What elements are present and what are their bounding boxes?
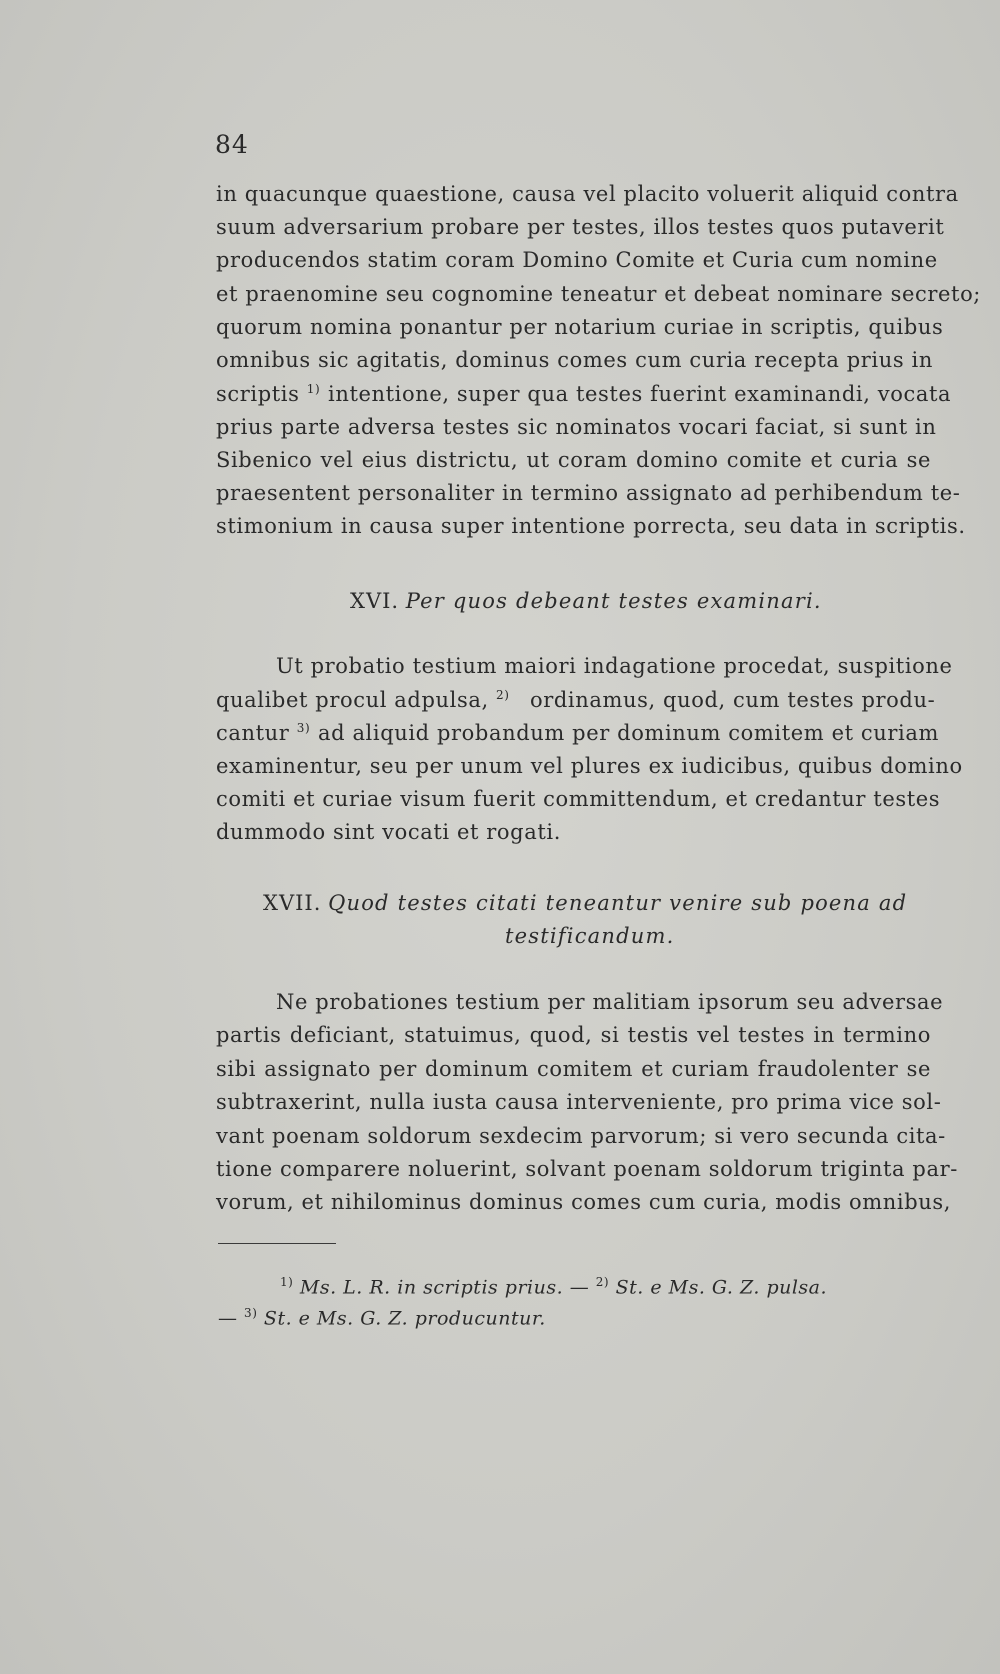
footnote-marker-number: 3	[244, 1306, 253, 1320]
footnote-marker: 1)	[280, 1275, 294, 1289]
text-line: vorum, et nihilominus dominus comes cum curia, modis omnibus,	[216, 1190, 952, 1214]
text-line-with-note	[216, 721, 310, 745]
section-heading-xvi	[350, 589, 822, 613]
section-heading-xvii	[263, 891, 907, 915]
section-number: XVI.	[350, 589, 400, 613]
text-line: subtraxerint, nulla iusta causa interveniente, pro prima vice sol-	[216, 1090, 942, 1114]
footnote-mark-3: 3)	[296, 721, 311, 735]
text-line: omnibus sic agitatis, dominus comes cum curia recepta prius in	[216, 348, 933, 372]
footnote-mark-1: 1)	[306, 382, 321, 396]
footnote-marker: 2)	[595, 1275, 610, 1289]
footnote-text: St. e Ms. G. Z. pulsa.	[615, 1276, 828, 1299]
text-line: praesentent personaliter in termino assignato ad perhibendum te-	[216, 481, 961, 505]
text-line: tione comparere noluerint, solvant poenam soldorum triginta par-	[216, 1157, 958, 1181]
text-line: Ut probatio testium maiori indagatione procedat, suspitione	[276, 654, 953, 678]
section-heading-xvii-continued	[505, 924, 674, 948]
text-line: producendos statim coram Domino Comite et Curia cum nomine	[216, 248, 938, 272]
text-line: examinentur, seu per unum vel plures ex iudicibus, quibus domino	[216, 754, 963, 778]
footnote-line-2	[218, 1306, 546, 1329]
text-line: ad aliquid probandum per dominum comitem et curiam	[318, 721, 940, 745]
footnote-line-1	[280, 1275, 827, 1298]
footnote-mark-number: 3	[296, 721, 305, 735]
footnote-mark-number: 2	[496, 688, 505, 702]
footnote-marker-number: 1	[280, 1275, 289, 1289]
section-number: XVII.	[263, 891, 322, 915]
footnote-separator	[218, 1243, 336, 1244]
section-title: Quod testes citati teneantur venire sub poena ad	[328, 891, 908, 915]
text-fragment: scriptis	[216, 382, 300, 406]
text-line: partis deficiant, statuimus, quod, si testis vel testes in termino	[216, 1023, 931, 1047]
text-line: Ne probationes testium per malitiam ipsorum seu adversae	[276, 990, 944, 1014]
text-fragment: cantur	[216, 721, 290, 745]
text-line: ordinamus, quod, cum testes produ-	[530, 688, 936, 712]
text-line: quorum nomina ponantur per notarium curiae in scriptis, quibus	[216, 315, 944, 339]
text-line: Sibenico vel eius districtu, ut coram domino comite et curia se	[216, 448, 931, 472]
text-line: intentione, super qua testes fuerint examinandi, vocata	[328, 382, 952, 406]
text-line-with-note	[216, 688, 510, 712]
text-line: prius parte adversa testes sic nominatos vocari faciat, si sunt in	[216, 415, 937, 439]
text-line: stimonium in causa super intentione porrecta, seu data in scriptis.	[216, 514, 966, 538]
text-line-with-note	[216, 382, 320, 406]
footnote-marker: 3)	[244, 1306, 258, 1320]
footnote-mark-number: 1	[306, 382, 315, 396]
text-line: sibi assignato per dominum comitem et curiam fraudolenter se	[216, 1057, 931, 1081]
page-number: 84	[215, 130, 249, 159]
text-line: suum adversarium probare per testes, illos testes quos putaverit	[216, 215, 945, 239]
section-title-continued: testificandum.	[505, 924, 675, 948]
text-line: in quacunque quaestione, causa vel placito voluerit aliquid contra	[216, 182, 959, 206]
footnote-text: St. e Ms. G. Z. producuntur.	[263, 1307, 546, 1330]
footnote-dash: —	[218, 1307, 238, 1330]
text-line: comiti et curiae visum fuerit committendum, et credantur testes	[216, 787, 941, 811]
text-fragment: qualibet procul adpulsa,	[216, 688, 489, 712]
footnote-mark-2: 2)	[496, 688, 510, 702]
section-title: Per quos debeant testes examinari.	[405, 589, 822, 613]
footnote-text: Ms. L. R. in scriptis prius. —	[299, 1276, 590, 1299]
text-line: dummodo sint vocati et rogati.	[216, 820, 561, 844]
text-line: vant poenam soldorum sexdecim parvorum; si vero secunda cita-	[216, 1124, 946, 1148]
footnote-marker-number: 2	[595, 1275, 604, 1289]
text-line: et praenomine seu cognomine teneatur et debeat nominare secreto;	[216, 282, 981, 306]
